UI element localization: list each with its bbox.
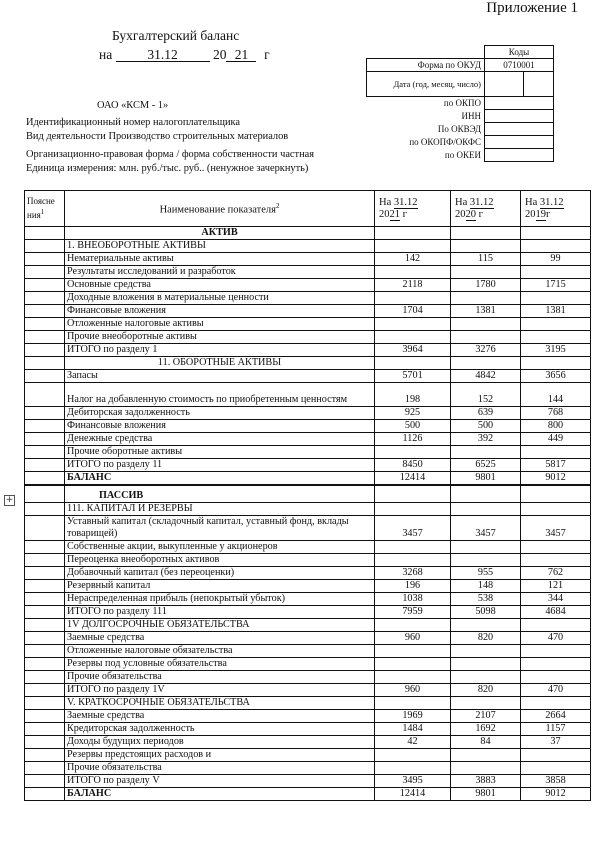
- table-row: [25, 266, 591, 279]
- row-note: [25, 644, 65, 657]
- row-value: 1969: [375, 709, 451, 722]
- table-row: [25, 305, 591, 318]
- row-value: 8450: [375, 459, 451, 472]
- table-row: [25, 657, 591, 670]
- row-value: 3883: [451, 774, 521, 787]
- table-row: [25, 605, 591, 618]
- row-indicator-name: 11. ОБОРОТНЫЕ АКТИВЫ: [65, 357, 375, 370]
- row-value: 42: [375, 735, 451, 748]
- row-value: 500: [451, 420, 521, 433]
- row-indicator-name: Прочие обязательства: [65, 670, 375, 683]
- table-row: [25, 502, 591, 515]
- table-row: [25, 370, 591, 383]
- row-indicator-name: БАЛАНС: [65, 472, 375, 486]
- row-indicator-name: Денежные средства: [65, 433, 375, 446]
- row-value: [375, 357, 451, 370]
- codes-header: Коды: [485, 46, 554, 59]
- row-value: [521, 748, 591, 761]
- codes-label: ИНН: [461, 110, 481, 121]
- row-value: 5098: [451, 605, 521, 618]
- row-value: 1381: [451, 305, 521, 318]
- row-value: 121: [521, 579, 591, 592]
- row-value: 392: [451, 433, 521, 446]
- row-value: 960: [375, 631, 451, 644]
- row-indicator-name: 1V ДОЛГОСРОЧНЫЕ ОБЯЗАТЕЛЬСТВА: [65, 618, 375, 631]
- row-value: [451, 696, 521, 709]
- row-value: 12414: [375, 787, 451, 800]
- org-unit: Единица измерения: млн. руб./тыс. руб.. (ненужное зачеркнуть): [26, 163, 309, 174]
- row-indicator-name: Собственные акции, выкупленные у акционеров: [65, 540, 375, 553]
- row-indicator-name: Прочие оборотные активы: [65, 446, 375, 459]
- row-value: 2118: [375, 279, 451, 292]
- row-value: 142: [375, 253, 451, 266]
- table-row: [25, 446, 591, 459]
- row-indicator-name: АКТИВ: [65, 227, 375, 240]
- row-indicator-name: Дебиторская задолженность: [65, 407, 375, 420]
- expand-plus-icon[interactable]: +: [5, 495, 14, 505]
- row-value: [375, 644, 451, 657]
- row-indicator-name: ИТОГО по разделу 1V: [65, 683, 375, 696]
- row-indicator-name: Прочие обязательства: [65, 761, 375, 774]
- row-value: [451, 553, 521, 566]
- table-row: [25, 407, 591, 420]
- row-value: [451, 240, 521, 253]
- row-indicator-name: Нераспределенная прибыль (непокрытый убыток): [65, 592, 375, 605]
- row-note: [25, 761, 65, 774]
- row-value: 1381: [521, 305, 591, 318]
- row-note: [25, 407, 65, 420]
- row-value: 6525: [451, 459, 521, 472]
- row-value: [451, 331, 521, 344]
- row-value: [521, 318, 591, 331]
- row-value: [375, 266, 451, 279]
- table-row: [25, 761, 591, 774]
- codes-value: [485, 110, 554, 123]
- row-indicator-name: Резервный капитал: [65, 579, 375, 592]
- table-row: [25, 227, 591, 240]
- row-value: 3964: [375, 344, 451, 357]
- row-value: [375, 240, 451, 253]
- row-note: [25, 459, 65, 472]
- row-note: [25, 433, 65, 446]
- row-indicator-name: Заемные средства: [65, 631, 375, 644]
- row-value: 1038: [375, 592, 451, 605]
- header-period: На 31.12 2021 г: [375, 191, 451, 227]
- document-title: Бухгалтерский баланс: [112, 28, 240, 43]
- row-value: 3457: [451, 515, 521, 540]
- codes-label: По ОКВЭД: [437, 123, 481, 134]
- row-value: 5817: [521, 459, 591, 472]
- row-value: 99: [521, 253, 591, 266]
- org-name: ОАО «КСМ - 1»: [97, 100, 169, 111]
- table-row: [25, 592, 591, 605]
- row-value: [451, 644, 521, 657]
- row-note: [25, 592, 65, 605]
- row-value: [521, 670, 591, 683]
- org-inn-label: Идентификационный номер налогоплательщика: [26, 117, 241, 128]
- row-value: [451, 657, 521, 670]
- row-note: [25, 540, 65, 553]
- row-value: 800: [521, 420, 591, 433]
- row-value: 762: [521, 566, 591, 579]
- row-note: [25, 722, 65, 735]
- table-row: [25, 709, 591, 722]
- row-indicator-name: 1. ВНЕОБОРОТНЫЕ АКТИВЫ: [65, 240, 375, 253]
- row-value: 1484: [375, 722, 451, 735]
- row-note: [25, 357, 65, 370]
- row-note: [25, 515, 65, 540]
- table-row: [25, 670, 591, 683]
- row-value: 144: [521, 383, 591, 407]
- row-note: [25, 709, 65, 722]
- row-note: [25, 579, 65, 592]
- row-value: 5701: [375, 370, 451, 383]
- table-row: [25, 240, 591, 253]
- row-note: [25, 566, 65, 579]
- row-value: 925: [375, 407, 451, 420]
- header-period: На 31.12 2020 г: [451, 191, 521, 227]
- row-value: [451, 540, 521, 553]
- row-value: 470: [521, 631, 591, 644]
- table-row: [25, 722, 591, 735]
- row-value: 3276: [451, 344, 521, 357]
- row-value: 449: [521, 433, 591, 446]
- row-indicator-name: Финансовые вложения: [65, 305, 375, 318]
- table-row: [25, 553, 591, 566]
- row-value: [375, 485, 451, 502]
- codes-value: [485, 123, 554, 136]
- row-note: [25, 331, 65, 344]
- row-note: [25, 787, 65, 800]
- row-indicator-name: Основные средства: [65, 279, 375, 292]
- row-indicator-name: Запасы: [65, 370, 375, 383]
- row-note: [25, 344, 65, 357]
- row-note: [25, 383, 65, 407]
- codes-value: [485, 136, 554, 149]
- row-indicator-name: ИТОГО по разделу 11: [65, 459, 375, 472]
- table-row: [25, 279, 591, 292]
- table-row: [25, 515, 591, 540]
- row-value: [451, 446, 521, 459]
- row-value: 3495: [375, 774, 451, 787]
- table-row: [25, 459, 591, 472]
- row-value: 1704: [375, 305, 451, 318]
- row-note: [25, 618, 65, 631]
- row-value: 470: [521, 683, 591, 696]
- table-row: [25, 787, 591, 800]
- row-value: 196: [375, 579, 451, 592]
- table-row: [25, 631, 591, 644]
- row-value: 84: [451, 735, 521, 748]
- row-note: [25, 240, 65, 253]
- row-value: [451, 357, 521, 370]
- row-value: [451, 618, 521, 631]
- row-value: [375, 670, 451, 683]
- row-value: 1157: [521, 722, 591, 735]
- codes-value-day: [524, 72, 554, 97]
- row-indicator-name: 111. КАПИТАЛ И РЕЗЕРВЫ: [65, 502, 375, 515]
- row-note: [25, 553, 65, 566]
- row-note: [25, 631, 65, 644]
- row-note: [25, 266, 65, 279]
- row-value: [521, 446, 591, 459]
- row-value: 955: [451, 566, 521, 579]
- row-indicator-name: Доходные вложения в материальные ценности: [65, 292, 375, 305]
- table-row: [25, 318, 591, 331]
- table-row: [25, 735, 591, 748]
- table-row: [25, 540, 591, 553]
- table-row: [25, 579, 591, 592]
- row-value: [521, 761, 591, 774]
- row-value: 960: [375, 683, 451, 696]
- row-value: 198: [375, 383, 451, 407]
- table-row: [25, 748, 591, 761]
- row-value: 1692: [451, 722, 521, 735]
- table-row: [25, 433, 591, 446]
- row-value: [375, 540, 451, 553]
- table-row: [25, 253, 591, 266]
- row-note: [25, 485, 65, 502]
- row-note: [25, 370, 65, 383]
- row-value: [375, 292, 451, 305]
- row-value: [451, 670, 521, 683]
- row-indicator-name: Налог на добавленную стоимость по приобретенным ценностям: [65, 383, 375, 407]
- row-value: [451, 748, 521, 761]
- row-value: [375, 618, 451, 631]
- row-indicator-name: ИТОГО по разделу 111: [65, 605, 375, 618]
- document-date: на 31.12 20 21 г: [99, 47, 270, 62]
- row-value: [375, 748, 451, 761]
- row-value: [375, 696, 451, 709]
- row-value: 2107: [451, 709, 521, 722]
- row-value: [375, 761, 451, 774]
- row-value: 9012: [521, 787, 591, 800]
- row-value: 115: [451, 253, 521, 266]
- row-note: [25, 605, 65, 618]
- row-value: [521, 357, 591, 370]
- row-value: [375, 657, 451, 670]
- row-value: 152: [451, 383, 521, 407]
- row-value: 500: [375, 420, 451, 433]
- codes-value-year: [485, 72, 524, 97]
- row-value: [521, 657, 591, 670]
- table-row: [25, 292, 591, 305]
- row-note: [25, 227, 65, 240]
- codes-value: [485, 149, 554, 162]
- row-note: [25, 305, 65, 318]
- row-note: [25, 292, 65, 305]
- table-row: [25, 357, 591, 370]
- codes-label: по ОКПО: [443, 97, 481, 108]
- row-value: 3457: [521, 515, 591, 540]
- row-value: 3858: [521, 774, 591, 787]
- row-value: 9801: [451, 472, 521, 486]
- row-value: [521, 618, 591, 631]
- table-row: [25, 774, 591, 787]
- row-value: [451, 266, 521, 279]
- row-value: [451, 485, 521, 502]
- row-indicator-name: Отложенные налоговые активы: [65, 318, 375, 331]
- row-value: 820: [451, 631, 521, 644]
- table-row: [25, 618, 591, 631]
- row-value: 7959: [375, 605, 451, 618]
- table-row: [25, 472, 591, 486]
- row-note: [25, 253, 65, 266]
- row-value: 1126: [375, 433, 451, 446]
- table-row: [25, 383, 591, 407]
- row-indicator-name: Переоценка внеоборотных активов: [65, 553, 375, 566]
- row-indicator-name: Добавочный капитал (без переоценки): [65, 566, 375, 579]
- row-value: 768: [521, 407, 591, 420]
- row-value: [521, 266, 591, 279]
- row-value: 1715: [521, 279, 591, 292]
- row-note: [25, 446, 65, 459]
- row-indicator-name: Кредиторская задолженность: [65, 722, 375, 735]
- org-activity: Вид деятельности Производство строительных материалов: [26, 131, 289, 142]
- row-note: [25, 735, 65, 748]
- codes-value: [485, 97, 554, 110]
- codes-value: 0710001: [485, 59, 554, 72]
- row-note: [25, 774, 65, 787]
- row-value: 3457: [375, 515, 451, 540]
- row-value: [521, 292, 591, 305]
- row-value: 639: [451, 407, 521, 420]
- row-value: [521, 331, 591, 344]
- row-value: [451, 227, 521, 240]
- row-value: [521, 696, 591, 709]
- row-indicator-name: Отложенные налоговые обязательства: [65, 644, 375, 657]
- row-value: [451, 292, 521, 305]
- table-row: [25, 683, 591, 696]
- row-indicator-name: ПАССИВ: [65, 485, 375, 502]
- row-indicator-name: V. КРАТКОСРОЧНЫЕ ОБЯЗАТЕЛЬСТВА: [65, 696, 375, 709]
- row-value: 4684: [521, 605, 591, 618]
- row-value: [521, 553, 591, 566]
- codes-label: Форма по ОКУД: [367, 59, 485, 72]
- row-value: 9801: [451, 787, 521, 800]
- row-value: [521, 240, 591, 253]
- row-indicator-name: ИТОГО по разделу V: [65, 774, 375, 787]
- row-value: [375, 227, 451, 240]
- row-value: [521, 227, 591, 240]
- row-note: [25, 683, 65, 696]
- row-indicator-name: Нематериальные активы: [65, 253, 375, 266]
- row-value: 1780: [451, 279, 521, 292]
- row-value: [451, 318, 521, 331]
- row-indicator-name: Прочие внеоборотные активы: [65, 331, 375, 344]
- row-value: [451, 761, 521, 774]
- table-row: [25, 696, 591, 709]
- row-value: [375, 446, 451, 459]
- codes-label: Дата (год, месяц, число): [367, 72, 485, 97]
- table-row: [25, 644, 591, 657]
- row-value: 344: [521, 592, 591, 605]
- row-value: 820: [451, 683, 521, 696]
- table-row: [25, 344, 591, 357]
- row-indicator-name: Заемные средства: [65, 709, 375, 722]
- row-value: 2664: [521, 709, 591, 722]
- row-note: [25, 318, 65, 331]
- table-row: [25, 420, 591, 433]
- row-indicator-name: Доходы будущих периодов: [65, 735, 375, 748]
- row-note: [25, 472, 65, 486]
- codes-table: [366, 45, 554, 162]
- table-row: [25, 485, 591, 502]
- header-indicator: Наименование показателя$^2$: [65, 191, 375, 227]
- annex-label: Приложение 1: [486, 0, 578, 16]
- row-value: [451, 502, 521, 515]
- row-indicator-name: Уставный капитал (складочный капитал, уставный фонд, вклады товарищей): [65, 515, 375, 540]
- row-value: 3195: [521, 344, 591, 357]
- row-value: 538: [451, 592, 521, 605]
- row-value: [375, 553, 451, 566]
- row-indicator-name: БАЛАНС: [65, 787, 375, 800]
- row-indicator-name: Финансовые вложения: [65, 420, 375, 433]
- row-note: [25, 670, 65, 683]
- row-value: 148: [451, 579, 521, 592]
- row-value: 3656: [521, 370, 591, 383]
- row-value: 12414: [375, 472, 451, 486]
- table-row: [25, 331, 591, 344]
- row-indicator-name: ИТОГО по разделу 1: [65, 344, 375, 357]
- org-form: Организационно-правовая форма / форма собственности частная: [26, 149, 315, 160]
- row-value: 37: [521, 735, 591, 748]
- row-note: [25, 502, 65, 515]
- row-value: [521, 540, 591, 553]
- row-indicator-name: Резервы предстоящих расходов и: [65, 748, 375, 761]
- row-note: [25, 748, 65, 761]
- row-note: [25, 420, 65, 433]
- balance-table: [24, 190, 591, 801]
- row-value: [521, 502, 591, 515]
- row-value: 3268: [375, 566, 451, 579]
- row-value: 4842: [451, 370, 521, 383]
- row-note: [25, 696, 65, 709]
- header-note: Поясне ния$^1$: [25, 191, 65, 227]
- row-value: [375, 318, 451, 331]
- row-note: [25, 279, 65, 292]
- codes-label: по ОКЕИ: [444, 149, 481, 160]
- row-value: [521, 485, 591, 502]
- row-value: [521, 644, 591, 657]
- row-indicator-name: Результаты исследований и разработок: [65, 266, 375, 279]
- row-value: [375, 331, 451, 344]
- row-indicator-name: Резервы под условные обязательства: [65, 657, 375, 670]
- codes-label: по ОКОПФ/ОКФС: [409, 136, 481, 147]
- row-value: 9012: [521, 472, 591, 486]
- table-row: [25, 566, 591, 579]
- row-note: [25, 657, 65, 670]
- row-value: [375, 502, 451, 515]
- header-period: На 31.12 2019г: [521, 191, 591, 227]
